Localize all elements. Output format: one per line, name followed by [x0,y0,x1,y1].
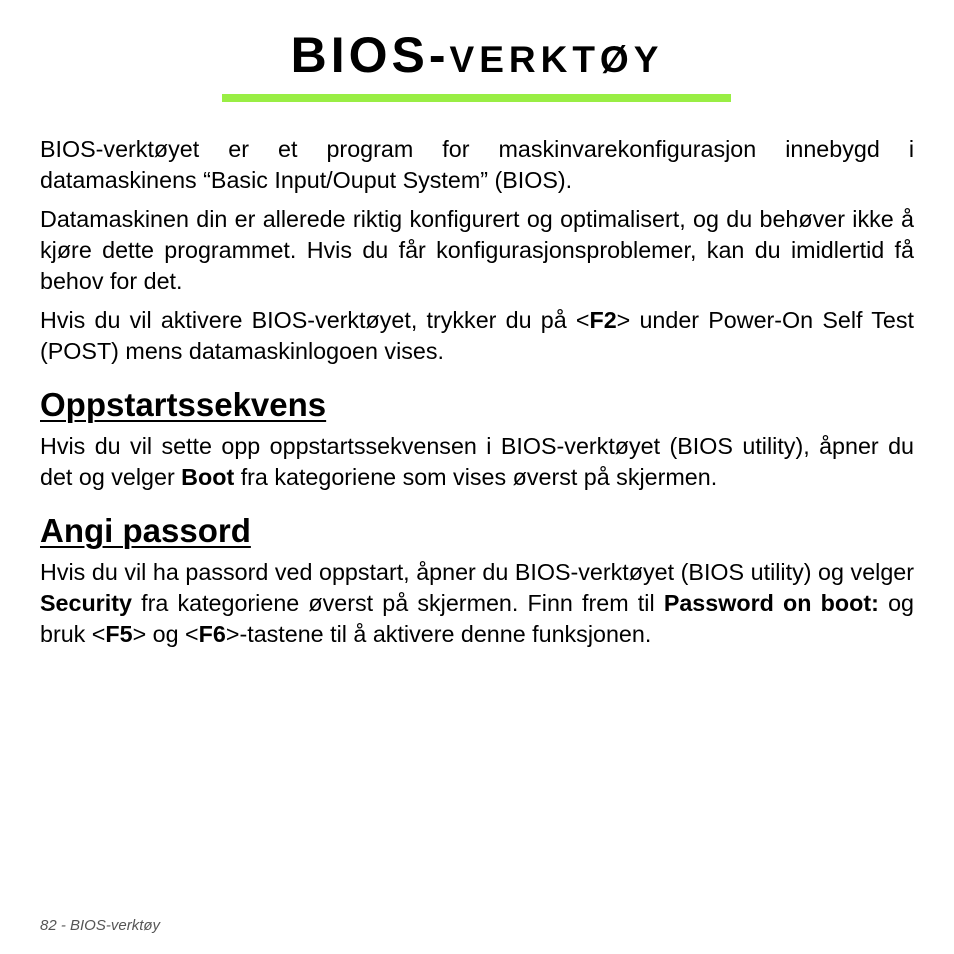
password-text-d: > og < [132,621,199,647]
boot-keyword: Boot [181,464,235,490]
key-f6: F6 [198,621,226,647]
intro-paragraph-2: Datamaskinen din er allerede riktig konfigurert og optimalisert, og du behøver ikke å kjøre dette programmet. Hvis du får konfigurasjonsproblemer, kan du imidlertid få behov for det. [40,206,914,294]
set-password-paragraph [40,557,914,650]
security-keyword: Security [40,590,132,616]
boot-text-b: fra kategoriene som vises øverst på skjermen. [234,464,718,490]
intro-paragraph-3-text-a: Hvis du vil aktivere BIOS-verktøyet, trykker du på < [40,307,590,333]
title-accent-rule [222,94,731,102]
page-footer: 82 - BIOS-verktøy [40,917,161,934]
page-title-smallcaps: VERKTØY [449,39,664,80]
boot-sequence-heading: Oppstartssekvens [40,386,327,423]
key-f2: F2 [589,307,617,333]
intro-paragraph-3-text-b: > under Power-On Self Test (POST) mens datamaskinlogoen vises. [40,307,914,364]
set-password-heading: Angi passord [40,512,251,549]
password-text-b: fra kategoriene øverst på skjermen. Finn frem til [131,590,664,616]
boot-text-a: Hvis du vil sette opp oppstartssekvensen i BIOS-verktøyet (BIOS utility), åpner du det og velger [40,433,914,490]
password-text-e: >-tastene til å aktivere denne funksjonen. [225,621,652,647]
intro-paragraph-3 [40,305,914,367]
password-on-boot-keyword: Password on boot: [663,590,879,616]
intro-paragraph-1: BIOS-verktøyet er et program for maskinvarekonfigurasjon innebygd i datamaskinens “Basic Input/Ouput System” (BIOS). [40,136,914,193]
page-title-main: BIOS- [290,27,450,83]
password-text-a: Hvis du vil ha passord ved oppstart, åpner du BIOS-verktøyet (BIOS utility) og velger [40,559,914,585]
key-f5: F5 [105,621,133,647]
page-title [0,24,954,99]
boot-sequence-paragraph [40,431,914,493]
password-text-c: og bruk < [40,590,914,647]
main-content [40,134,914,658]
